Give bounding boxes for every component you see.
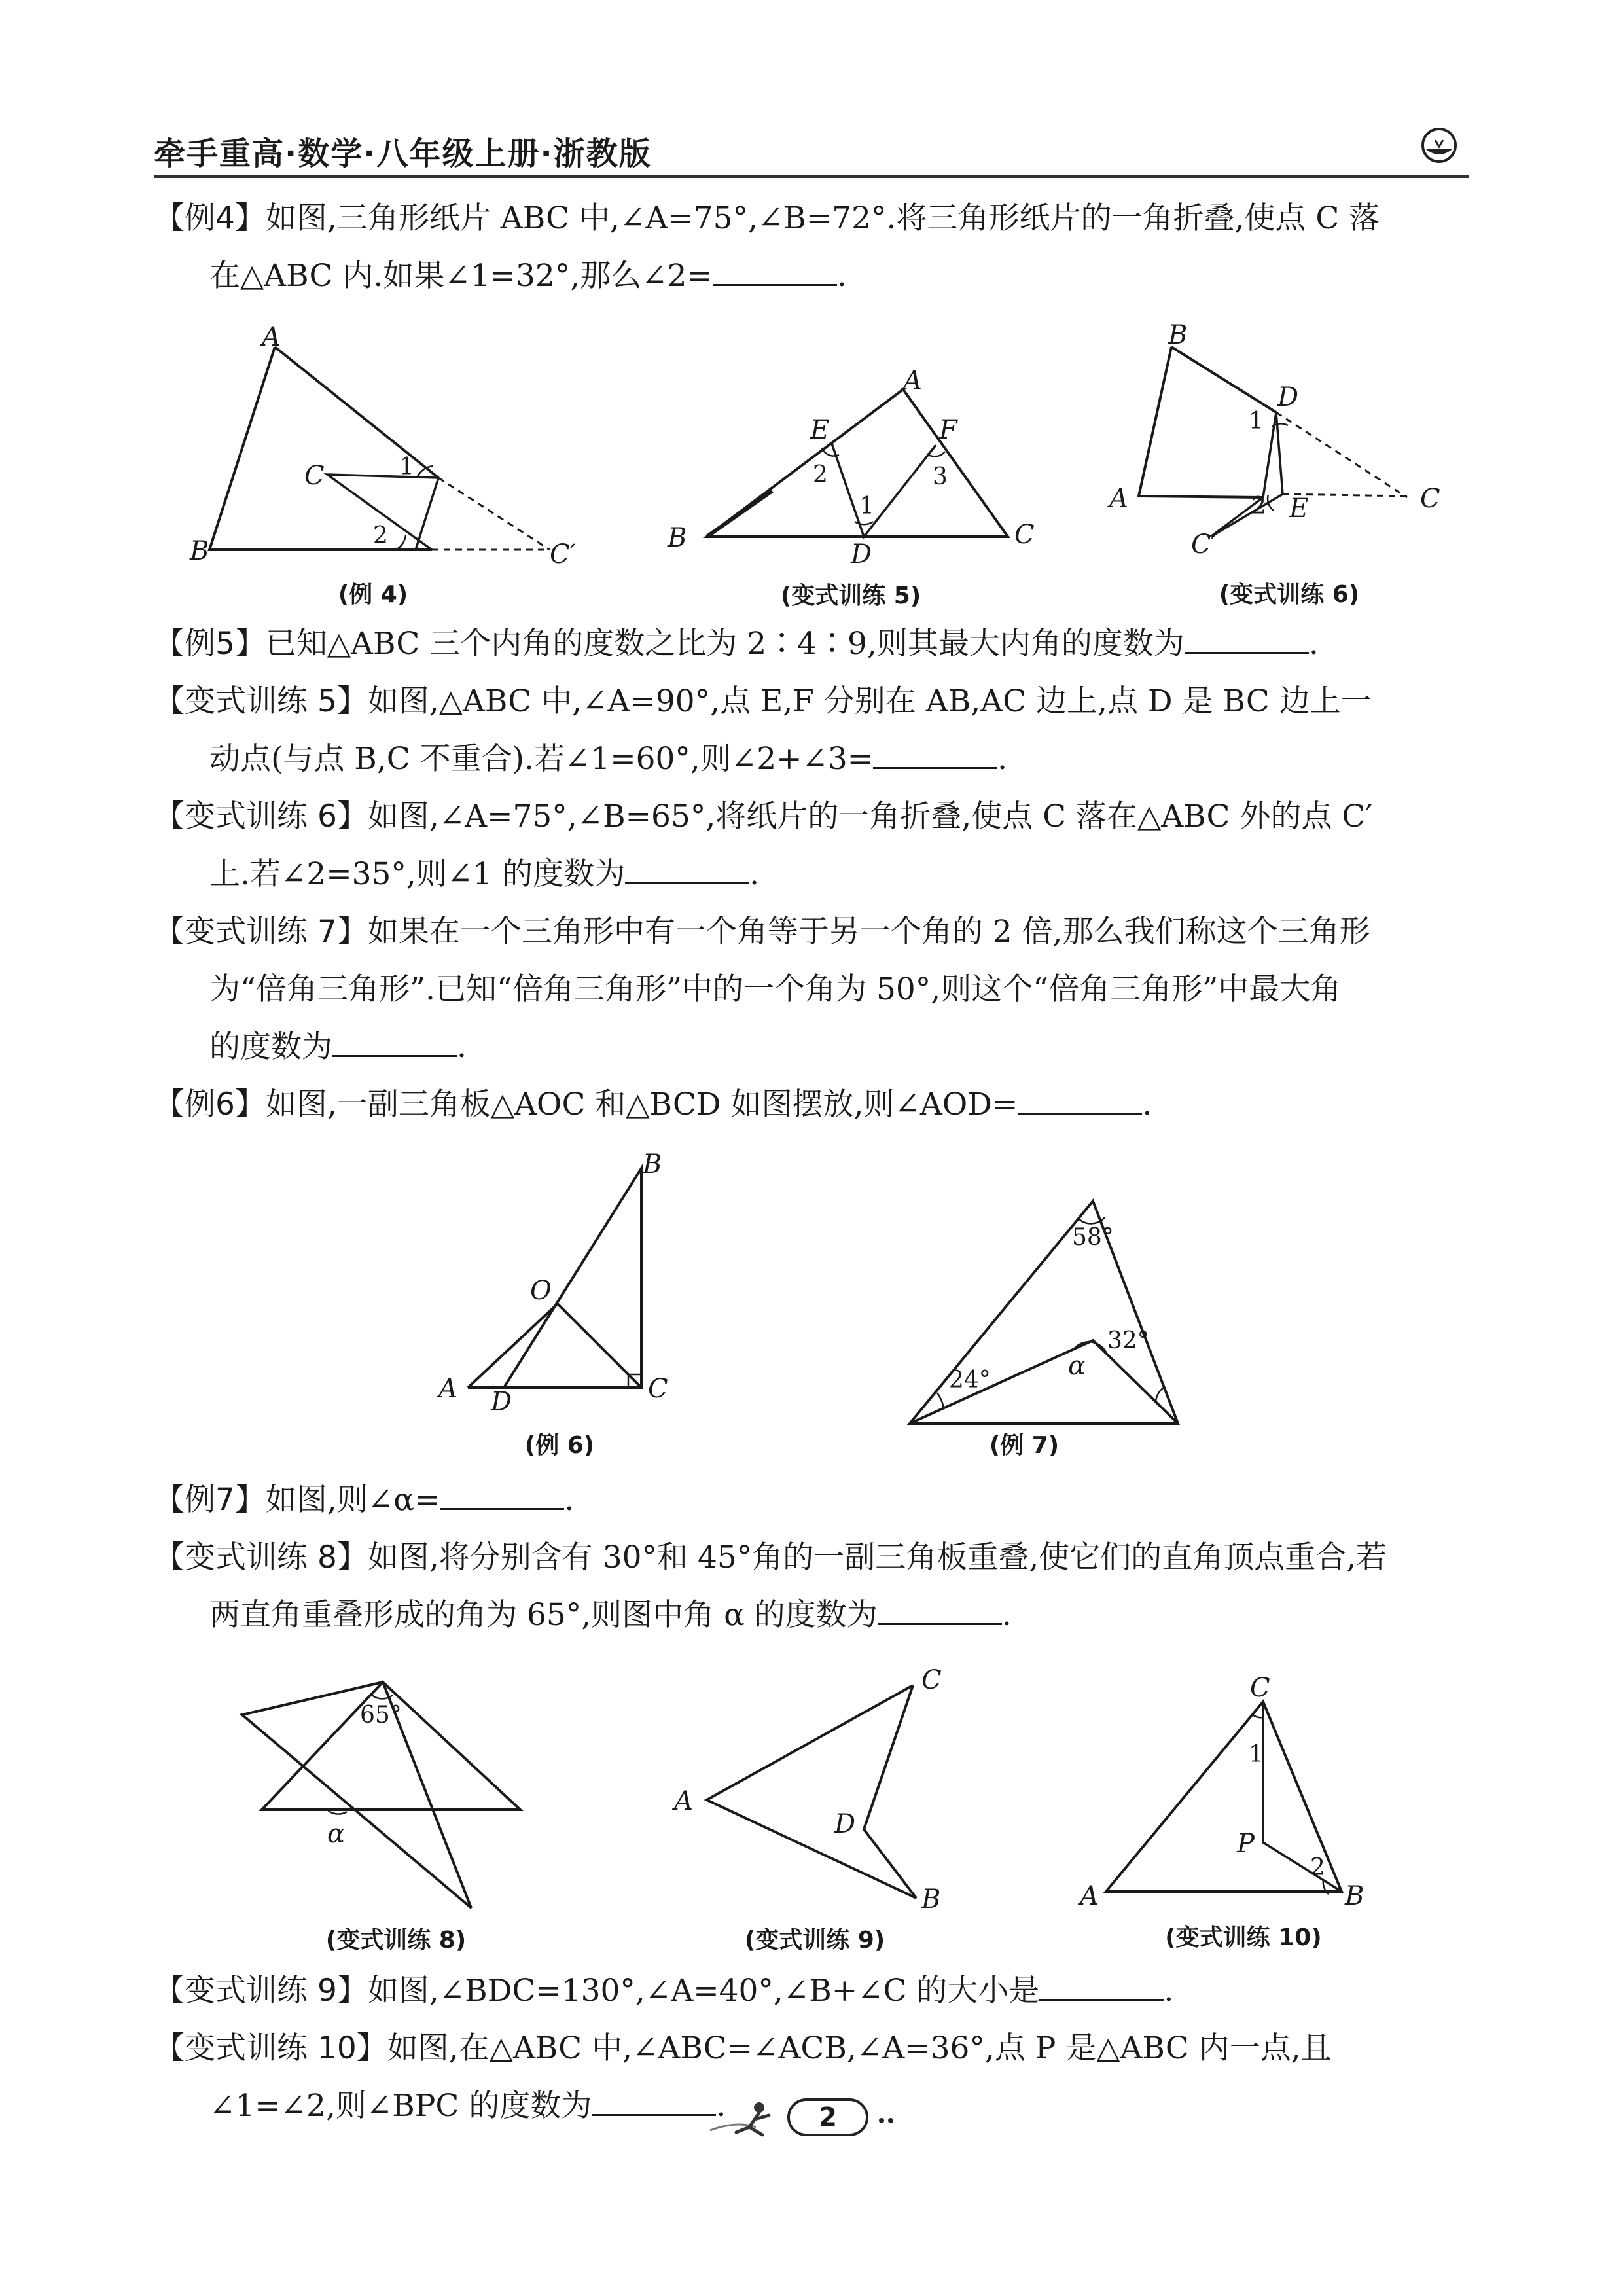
- example-5: 【例5】已知△ABC 三个内角的度数之比为 2∶4∶9,则其最大内角的度数为 .: [154, 626, 1319, 662]
- figure-variant-9: [668, 1662, 955, 1918]
- angle-65: 65°: [360, 1702, 402, 1729]
- label-A: A: [1080, 1881, 1099, 1911]
- answer-blank[interactable]: [1039, 1973, 1164, 2001]
- question-tag: 【例4】: [154, 200, 266, 236]
- question-text: 如图,在△ABC 中,∠ABC=∠ACB,∠A=36°,点 P 是△ABC 内一点,且: [387, 2030, 1332, 2066]
- page-footer: [697, 2094, 933, 2147]
- question-text: 的度数为: [209, 1029, 332, 1065]
- book-logo-icon: [1421, 127, 1457, 164]
- example-6: 【例6】如图,一副三角板△AOC 和△BCD 如图摆放,则∠AOD= .: [154, 1086, 1152, 1122]
- label-C: C: [648, 1374, 668, 1404]
- label-F: F: [939, 415, 957, 445]
- question-text: 如果在一个三角形中有一个角等于另一个角的 2 倍,那么我们称这个三角形: [367, 914, 1370, 950]
- label-B: B: [1345, 1881, 1364, 1911]
- question-text: 已知△ABC 三个内角的度数之比为 2∶4∶9,则其最大内角的度数为: [265, 626, 1185, 662]
- question-text: 为“倍角三角形”.已知“倍角三角形”中的一个角为 50°,则这个“倍角三角形”中最大角: [209, 971, 1342, 1007]
- question-text: 如图,∠A=75°,∠B=65°,将纸片的一角折叠,使点 C 落在△ABC 外的点 C′: [367, 798, 1373, 834]
- answer-blank[interactable]: [878, 1597, 1002, 1625]
- question-text: ∠1=∠2,则∠BPC 的度数为: [209, 2088, 592, 2124]
- answer-blank[interactable]: [713, 258, 837, 286]
- variant-6: 【变式训练 6】如图,∠A=75°,∠B=65°,将纸片的一角折叠,使点 C 落在△ABC 外的点 C′ 上.若∠2=35°,则∠1 的度数为 .: [154, 798, 1373, 892]
- answer-blank[interactable]: [1018, 1086, 1142, 1115]
- header-title: 牵手重高·数学·八年级上册·浙教版: [154, 135, 652, 172]
- triangle-diagram: [897, 1191, 1198, 1440]
- answer-blank[interactable]: [873, 741, 997, 769]
- figure-variant-10: [1080, 1673, 1387, 1918]
- question-text: 如图,则∠α=: [265, 1482, 440, 1518]
- figure-caption: (变式训练 9): [744, 1927, 885, 1954]
- label-D: D: [1277, 382, 1299, 412]
- figure-example-7: [897, 1191, 1198, 1440]
- figure-caption: (变式训练 8): [325, 1927, 467, 1954]
- triangle-diagram: [1106, 321, 1459, 569]
- angle-32: 32°: [1107, 1327, 1149, 1354]
- angle-2: 2: [813, 461, 828, 488]
- figure-variant-8: [242, 1676, 543, 1918]
- label-B: B: [668, 523, 687, 553]
- triangle-diagram: [190, 322, 589, 576]
- question-text: 如图,一副三角板△AOC 和△BCD 如图摆放,则∠AOD=: [265, 1086, 1018, 1122]
- example-7: 【例7】如图,则∠α= .: [154, 1482, 575, 1518]
- angle-1: 1: [859, 493, 874, 520]
- answer-blank[interactable]: [332, 1029, 457, 1057]
- label-A: A: [1109, 484, 1128, 514]
- dart-diagram: [668, 1662, 955, 1918]
- label-A: A: [438, 1374, 457, 1404]
- label-C-prime: C′: [550, 539, 576, 569]
- figure-example-4: [190, 322, 589, 576]
- figure-caption: (例 7): [989, 1432, 1060, 1459]
- angle-2: 2: [373, 522, 388, 549]
- question-text: 如图,∠BDC=130°,∠A=40°,∠B+∠C 的大小是: [367, 1973, 1040, 2009]
- angle-58: 58°: [1072, 1224, 1114, 1251]
- label-B: B: [190, 536, 209, 566]
- label-A: A: [903, 366, 922, 396]
- question-text: 如图,将分别含有 30°和 45°角的一副三角板重叠,使它们的直角顶点重合,若: [367, 1539, 1387, 1575]
- angle-alpha: α: [1068, 1351, 1086, 1381]
- label-C: C: [921, 1665, 942, 1695]
- label-C: C: [1250, 1673, 1270, 1703]
- triangle-diagram: [668, 366, 1035, 573]
- overlapping-set-squares: [242, 1676, 543, 1918]
- triangle-diagram: [1080, 1673, 1387, 1918]
- figure-caption: (变式训练 5): [780, 583, 921, 609]
- triangle-diagram: [438, 1145, 713, 1420]
- answer-blank[interactable]: [440, 1482, 564, 1510]
- figure-caption: (例 6): [524, 1432, 595, 1459]
- label-D: D: [491, 1387, 512, 1417]
- angle-1: 1: [1249, 1741, 1264, 1768]
- question-tag: 【变式训练 9】: [154, 1973, 368, 2009]
- angle-1: 1: [1249, 408, 1264, 435]
- question-text: 如图,△ABC 中,∠A=90°,点 E,F 分别在 AB,AC 边上,点 D 是 BC 边上一: [367, 683, 1372, 719]
- variant-9: 【变式训练 9】如图,∠BDC=130°,∠A=40°,∠B+∠C 的大小是 .: [154, 1973, 1174, 2009]
- label-C: C: [1014, 520, 1035, 550]
- question-tag: 【变式训练 6】: [154, 798, 368, 834]
- figure-example-6: [438, 1145, 713, 1420]
- label-B: B: [921, 1884, 941, 1914]
- angle-2: 2: [1310, 1854, 1325, 1881]
- label-B: B: [1168, 320, 1188, 350]
- label-D: D: [851, 539, 872, 569]
- label-P: P: [1237, 1829, 1255, 1859]
- label-E: E: [810, 415, 830, 445]
- answer-blank[interactable]: [625, 856, 749, 884]
- variant-7: 【变式训练 7】如果在一个三角形中有一个角等于另一个角的 2 倍,那么我们称这个三角形 为“倍角三角形”.已知“倍角三角形”中的一个角为 50°,则这个“倍角三角形”中最大角 的度数为 .: [154, 914, 1370, 1065]
- label-C-prime: C′: [1191, 529, 1217, 560]
- label-D: D: [834, 1809, 856, 1839]
- question-text: 如图,三角形纸片 ABC 中,∠A=75°,∠B=72°.将三角形纸片的一角折叠,使点 C 落: [265, 200, 1380, 236]
- figure-caption: (例 4): [338, 581, 408, 608]
- question-tag: 【变式训练 10】: [154, 2030, 387, 2066]
- question-tag: 【变式训练 8】: [154, 1539, 368, 1575]
- angle-3: 3: [933, 463, 948, 490]
- figure-caption: (变式训练 6): [1219, 581, 1360, 608]
- label-A: A: [674, 1786, 693, 1816]
- question-text: 动点(与点 B,C 不重合).若∠1=60°,则∠2+∠3=: [209, 741, 874, 777]
- question-tag: 【变式训练 7】: [154, 914, 368, 950]
- question-tag: 【例6】: [154, 1086, 266, 1122]
- answer-blank[interactable]: [1185, 626, 1309, 654]
- example-4: 【例4】如图,三角形纸片 ABC 中,∠A=75°,∠B=72°.将三角形纸片的一角折叠,使点 C 落 在△ABC 内.如果∠1=32°,那么∠2= .: [154, 200, 1380, 294]
- variant-5: 【变式训练 5】如图,△ABC 中,∠A=90°,点 E,F 分别在 AB,AC 边上,点 D 是 BC 边上一 动点(与点 B,C 不重合).若∠1=60°,则∠2+∠3= .: [154, 683, 1372, 777]
- question-text: 两直角重叠形成的角为 65°,则图中角 α 的度数为: [209, 1597, 878, 1633]
- question-tag: 【变式训练 5】: [154, 683, 368, 719]
- question-text: 在△ABC 内.如果∠1=32°,那么∠2=: [209, 258, 713, 294]
- angle-2: 2: [1251, 493, 1266, 520]
- figure-caption: (变式训练 10): [1165, 1924, 1322, 1951]
- variant-8: 【变式训练 8】如图,将分别含有 30°和 45°角的一副三角板重叠,使它们的直角顶点重合,若 两直角重叠形成的角为 65°,则图中角 α 的度数为 .: [154, 1539, 1387, 1633]
- angle-alpha: α: [327, 1819, 346, 1849]
- label-E: E: [1289, 493, 1309, 524]
- label-O: O: [530, 1276, 552, 1306]
- figure-variant-5: [668, 366, 1035, 573]
- label-B: B: [643, 1149, 662, 1179]
- angle-24: 24°: [949, 1367, 991, 1393]
- label-C: C: [304, 461, 325, 491]
- question-text: 上.若∠2=35°,则∠1 的度数为: [209, 856, 626, 892]
- page-number: 2: [819, 2102, 837, 2132]
- label-A: A: [262, 322, 281, 352]
- label-C: C: [1420, 484, 1440, 514]
- question-tag: 【例7】: [154, 1482, 266, 1518]
- angle-1: 1: [399, 454, 414, 480]
- variant-10: 【变式训练 10】如图,在△ABC 中,∠ABC=∠ACB,∠A=36°,点 P 是△ABC 内一点,且 ∠1=∠2,则∠BPC 的度数为 .: [154, 2030, 1332, 2124]
- page-header: [154, 123, 1469, 178]
- figure-variant-6: [1106, 321, 1459, 569]
- question-tag: 【例5】: [154, 626, 266, 662]
